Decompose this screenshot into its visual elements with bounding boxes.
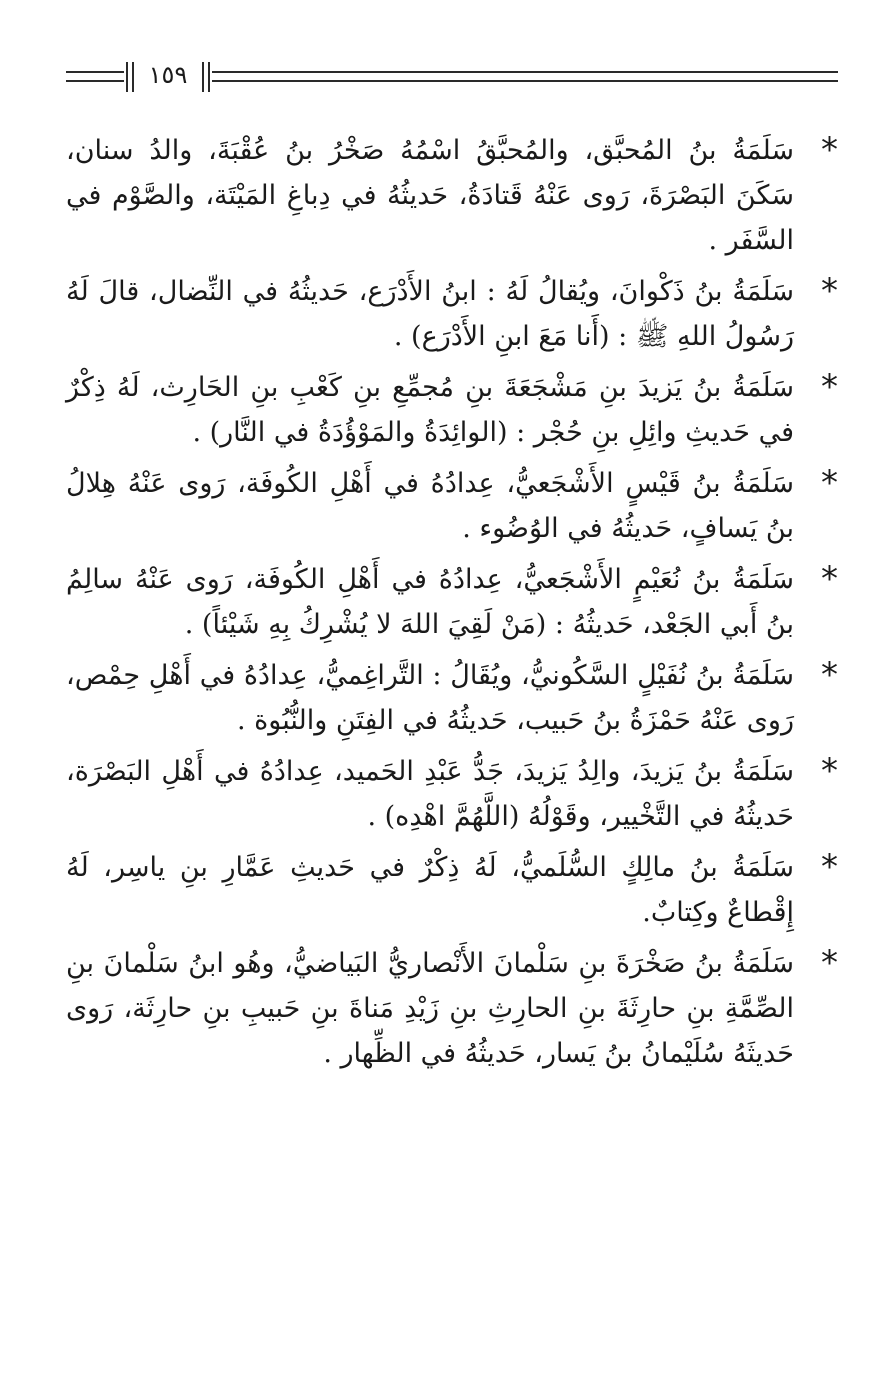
page-header bbox=[66, 62, 838, 96]
entry bbox=[66, 941, 838, 1076]
asterisk-marker: * bbox=[821, 751, 838, 791]
entry-text: سَلَمَةُ بنُ يَزيدَ، والِدُ يَزيدَ، جَدُّ عَبْدِ الحَميد، عِدادُهُ في أَهْلِ البَصْرَة، حَديثُهُ في التَّخْيير، وقَوْلُهُ (اللَّهُمَّ اهْدِه) . bbox=[66, 756, 794, 832]
entry-list bbox=[66, 128, 838, 1082]
entry bbox=[66, 653, 838, 743]
asterisk-marker: * bbox=[821, 559, 838, 599]
entry-text: سَلَمَةُ بنُ صَخْرَةَ بنِ سَلْمانَ الأَنْصاريُّ البَياضيُّ، وهُو ابنُ سَلْمانَ بنِ الصِّمَّةِ بنِ حارِثَةَ بنِ الحارِثِ بنِ زَيْدِ مَناةَ بنِ حَبيبِ بنِ حارِثَة، رَوى حَديثَهُ سُلَيْمانُ بنُ يَسار، حَديثُهُ في الظِّهار . bbox=[66, 948, 794, 1069]
entry bbox=[66, 128, 838, 263]
entry bbox=[66, 749, 838, 839]
asterisk-marker: * bbox=[821, 271, 838, 311]
asterisk-marker: * bbox=[821, 130, 838, 170]
entry bbox=[66, 365, 838, 455]
header-rule-left bbox=[66, 71, 124, 82]
entry-text: سَلَمَةُ بنُ المُحبَّق، والمُحبَّقُ اسْمُهُ صَخْرُ بنُ عُقْبَةَ، والدُ سنان، سَكَنَ البَصْرَةَ، رَوى عَنْهُ قَتادَةُ، حَديثُهُ في دِباغِ المَيْتَة، والصَّوْم في السَّفَر . bbox=[66, 135, 794, 256]
page-number: ١٥٩ bbox=[148, 61, 188, 89]
header-bar bbox=[202, 62, 204, 92]
asterisk-marker: * bbox=[821, 847, 838, 887]
entry bbox=[66, 269, 838, 359]
entry bbox=[66, 557, 838, 647]
header-bar bbox=[126, 62, 128, 92]
header-bar bbox=[208, 62, 210, 92]
entry-text: سَلَمَةُ بنُ يَزيدَ بنِ مَشْجَعَةَ بنِ مُجمِّعِ بنِ كَعْبِ بنِ الحَارِث، لَهُ ذِكْرٌ في حَديثِ وائِلِ بنِ حُجْر : (الوائِدَةُ والمَوْؤُدَةُ في النَّار) . bbox=[66, 372, 794, 448]
entry-text: سَلَمَةُ بنُ نُفَيْلٍ السَّكُونيُّ، ويُقَالُ : التَّراغِميُّ، عِدادُهُ في أَهْلِ حِمْص، رَوى عَنْهُ حَمْزَةُ بنُ حَبيب، حَديثُهُ في الفِتَنِ والنُّبُوة . bbox=[66, 660, 794, 736]
header-bar bbox=[132, 62, 134, 92]
asterisk-marker: * bbox=[821, 463, 838, 503]
entry bbox=[66, 461, 838, 551]
asterisk-marker: * bbox=[821, 943, 838, 983]
entry-text: سَلَمَةُ بنُ ذَكْوانَ، ويُقالُ لَهُ : ابنُ الأَدْرَع، حَديثُهُ في النِّضال، قالَ لَهُ رَسُولُ اللهِ ﷺ : (أَنا مَعَ ابنِ الأَدْرَع) . bbox=[66, 276, 794, 352]
entry-text: سَلَمَةُ بنُ قَيْسٍ الأَشْجَعيُّ، عِدادُهُ في أَهْلِ الكُوفَة، رَوى عَنْهُ هِلالُ بنُ يَسافٍ، حَديثُهُ في الوُضُوء . bbox=[66, 468, 794, 544]
asterisk-marker: * bbox=[821, 655, 838, 695]
header-rule-right bbox=[212, 71, 838, 82]
entry-text: سَلَمَةُ بنُ نُعَيْمٍ الأَشْجَعيُّ، عِدادُهُ في أَهْلِ الكُوفَة، رَوى عَنْهُ سالِمُ بنُ أَبي الجَعْد، حَديثُهُ : (مَنْ لَقِيَ اللهَ لا يُشْرِكُ بِهِ شَيْئاً) . bbox=[66, 564, 794, 640]
entry bbox=[66, 845, 838, 935]
asterisk-marker: * bbox=[821, 367, 838, 407]
entry-text: سَلَمَةُ بنُ مالِكٍ السُّلَميُّ، لَهُ ذِكْرٌ في حَديثِ عَمَّارِ بنِ ياسِر، لَهُ إِقْطاعٌ وكِتابٌ. bbox=[66, 852, 794, 928]
